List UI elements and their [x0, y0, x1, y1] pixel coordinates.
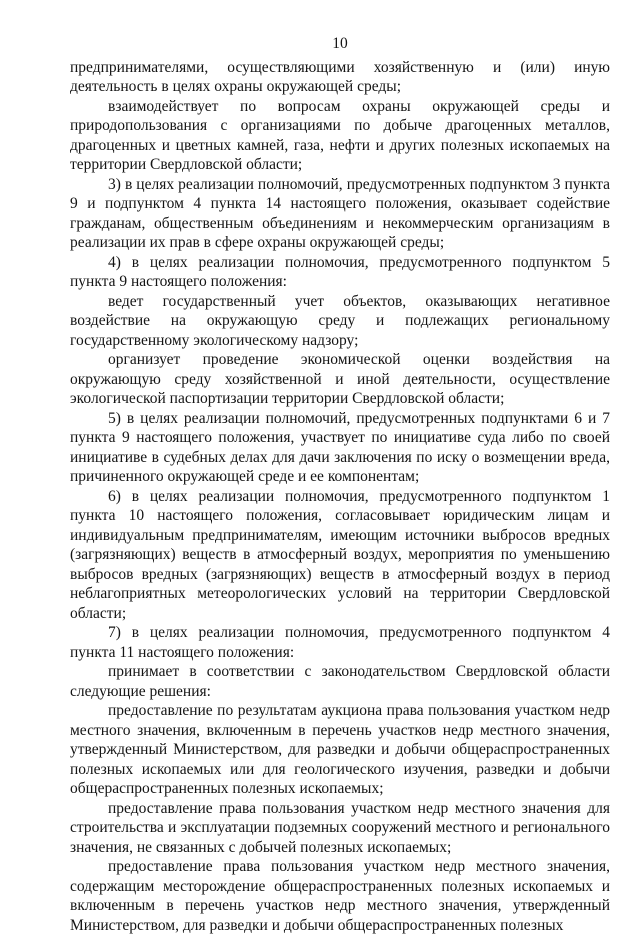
paragraph: 5) в целях реализации полномочий, предусмотренных подпунктами 6 и 7 пункта 9 настоящего положения, участвует по инициативе суда либо по своей инициативе в судебных делах для дачи заключения по иску о возмещении вреда, причиненного окружающей среде и ее компонентам;: [70, 409, 610, 487]
paragraph: ведет государственный учет объектов, оказывающих негативное воздействие на окружающую среду и подлежащих региональному государственному экологическому надзору;: [70, 292, 610, 351]
paragraph: организует проведение экономической оценки воздействия на окружающую среду хозяйственной и иной деятельности, осуществление экологической паспортизации территории Свердловской области;: [70, 350, 610, 409]
document-page: [70, 34, 610, 935]
paragraph: предоставление права пользования участком недр местного значения, содержащим месторождение общераспространенных полезных ископаемых и включенным в перечень участков недр местного значения, утвержденный Министерством, для разведки и добычи общераспространенных полезных: [70, 857, 610, 935]
paragraph: предпринимателями, осуществляющими хозяйственную и (или) иную деятельность в целях охраны окружающей среды;: [70, 58, 610, 97]
document-body: [70, 58, 610, 935]
paragraph: предоставление права пользования участком недр местного значения для строительства и эксплуатации подземных сооружений местного и регионального значения, не связанных с добычей полезных ископаемых;: [70, 799, 610, 858]
paragraph: принимает в соответствии с законодательством Свердловской области следующие решения:: [70, 662, 610, 701]
page-number: 10: [70, 34, 610, 54]
paragraph: 7) в целях реализации полномочия, предусмотренного подпунктом 4 пункта 11 настоящего положения:: [70, 623, 610, 662]
paragraph: 6) в целях реализации полномочия, предусмотренного подпунктом 1 пункта 10 настоящего положения, согласовывает юридическим лицам и индивидуальным предпринимателям, имеющим источники выбросов вредных (загрязняющих) веществ в атмосферный воздух, мероприятия по уменьшению выбросов вредных (загрязняющих) веществ в атмосферный воздух в период неблагоприятных метеорологических условий на территории Свердловской области;: [70, 487, 610, 624]
paragraph: взаимодействует по вопросам охраны окружающей среды и природопользования с организациями по добыче драгоценных металлов, драгоценных и цветных камней, газа, нефти и других полезных ископаемых на территории Свердловской области;: [70, 97, 610, 175]
paragraph: 4) в целях реализации полномочия, предусмотренного подпунктом 5 пункта 9 настоящего положения:: [70, 253, 610, 292]
paragraph: 3) в целях реализации полномочий, предусмотренных подпунктом 3 пункта 9 и подпунктом 4 пункта 14 настоящего положения, оказывает содействие гражданам, общественным объединениям и некоммерческим организациям в реализации их прав в сфере охраны окружающей среды;: [70, 175, 610, 253]
paragraph: предоставление по результатам аукциона права пользования участком недр местного значения, включенным в перечень участков недр местного значения, утвержденный Министерством, для разведки и добычи общераспространенных полезных ископаемых или для геологического изучения, разведки и добычи общераспространенных полезных ископаемых;: [70, 701, 610, 799]
